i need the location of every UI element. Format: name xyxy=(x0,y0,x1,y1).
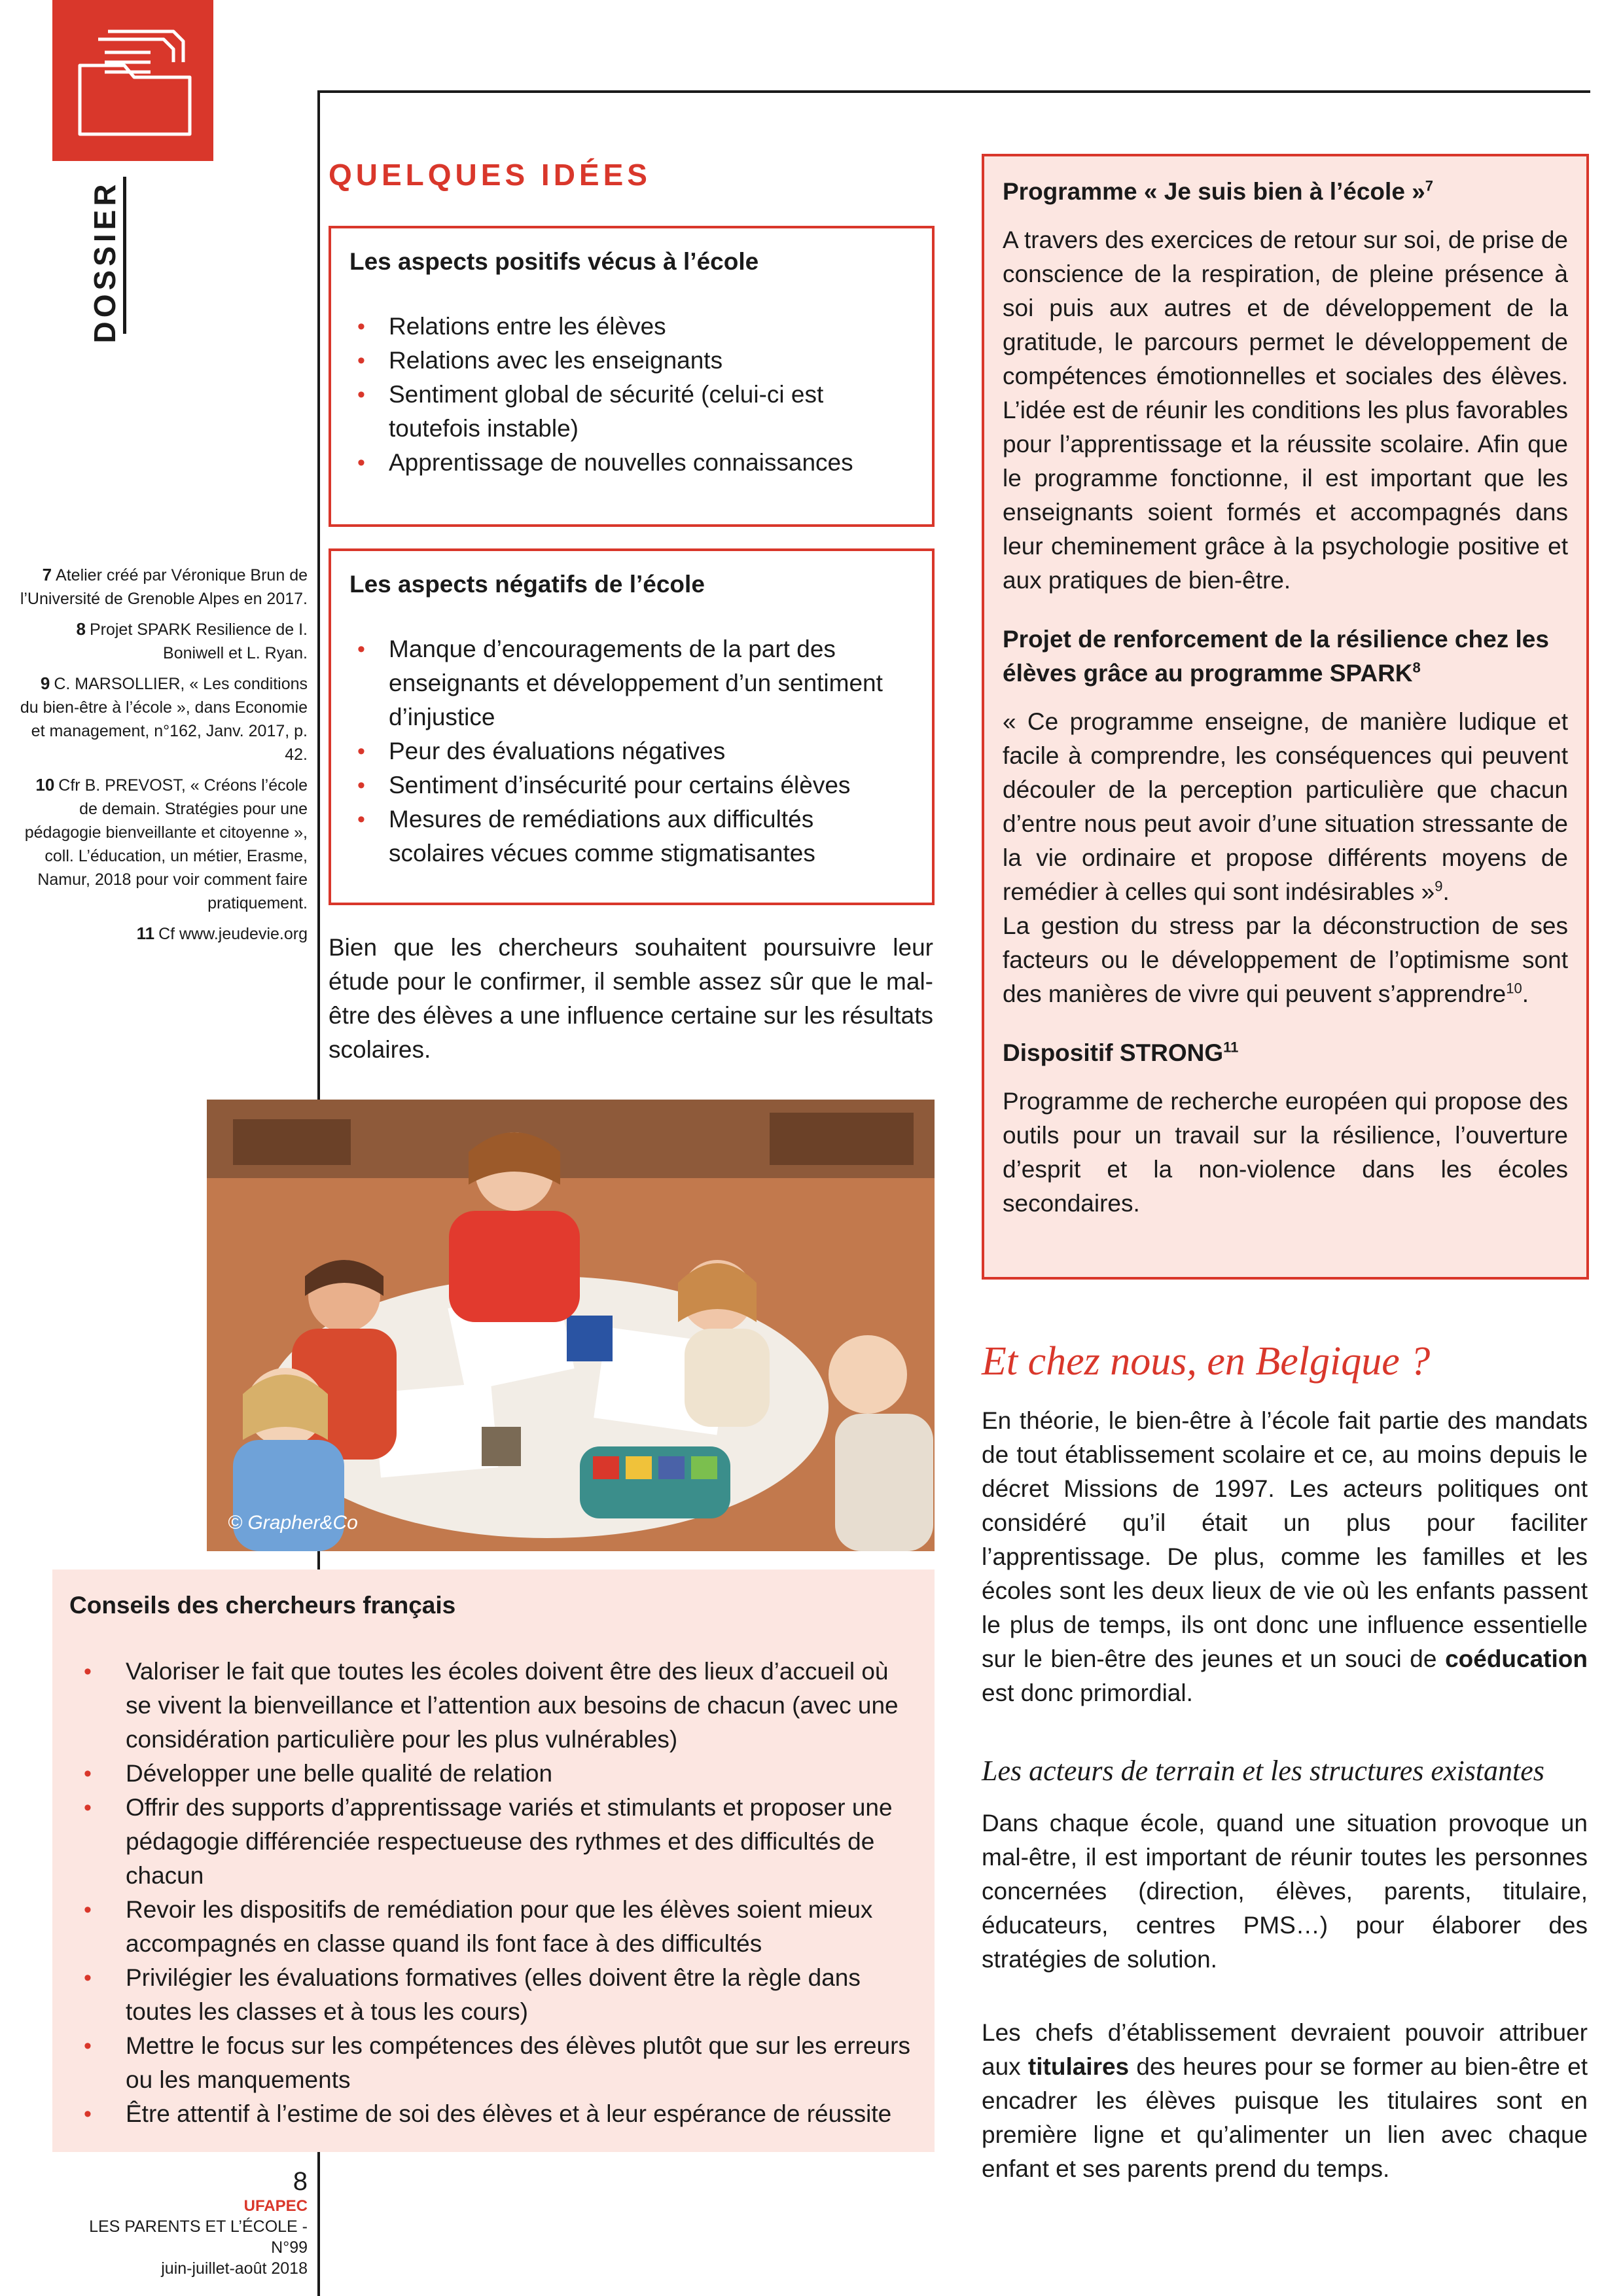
list-item: • Revoir les dispositifs de remédiation pour que les élèves soient mieux accompagnés en classe quand ils font face à des difficultés xyxy=(69,1893,918,1961)
body-paragraph: Les chefs d’établissement devraient pouvoir attribuer aux titulaires des heures pour se former au bien-être et encadrer les élèves puisque les titulaires sont en première ligne et qu’alimenter un lien avec chaque enfant et ses parents prend du temps. xyxy=(982,2019,1588,2182)
negative-aspects-box xyxy=(329,548,935,905)
bullet-list xyxy=(349,310,914,480)
footnote: 8 Projet SPARK Resilience de I. Boniwell et L. Ryan. xyxy=(76,619,308,662)
programme-text: La gestion du stress par la déconstruction de ses facteurs ou le développement de l’optimisme sont des manières de vivre qui peuvent s’apprendre$^{10}$. xyxy=(1003,912,1568,1007)
list-item: • Valoriser le fait que toutes les écoles doivent être des lieux d’accueil où se vivent la bienveillance et l’attention aux besoins de chacun (avec une considération particulière pour les plus vulnérables) xyxy=(69,1655,918,1757)
footnote: 7 Atelier créé par Véronique Brun de l’Université de Grenoble Alpes en 2017. xyxy=(20,565,308,608)
advice-box xyxy=(52,1570,935,2152)
list-item: • Privilégier les évaluations formatives (elles doivent être la règle dans toutes les classes et à tous les cours) xyxy=(69,1961,918,2029)
list-item: • Offrir des supports d’apprentissage variés et stimulants et proposer une pédagogie différenciée respectueuse des rythmes et des difficultés de chacun xyxy=(69,1791,918,1893)
box-title: Conseils des chercheurs français xyxy=(69,1592,456,1619)
list-item: • Relations entre les élèves xyxy=(349,310,914,344)
list-item: • Peur des évaluations négatives xyxy=(349,734,914,768)
programme-title: Programme « Je suis bien à l’école »$^7$ xyxy=(1003,177,1433,205)
programme-title: Dispositif STRONG$^{11}$ xyxy=(1003,1039,1239,1066)
classroom-photo xyxy=(207,1100,935,1551)
bullet-list xyxy=(349,632,914,870)
publisher-label: UFAPEC xyxy=(243,2197,308,2215)
box-title: Les aspects négatifs de l’école xyxy=(349,571,705,598)
programme-title: Projet de renforcement de la résilience chez les élèves grâce au programme SPARK$^8$ xyxy=(1003,626,1549,687)
body-paragraph: En théorie, le bien-être à l’école fait partie des mandats de tout établissement scolaire et ce, au moins depuis le décret Missions de 1997. Les acteurs politiques ont considéré qu’il était un plus pour faciliter l’apprentissage. De plus, comme les familles et les écoles sont les deux lieux de vie où les enfants passent le plus de temps, ils ont donc une influence essentielle sur le bien-être des jeunes et un souci de coéducation est donc primordial. xyxy=(982,1407,1588,1706)
subsection-heading: Les acteurs de terrain et les structures existantes xyxy=(982,1755,1544,1787)
list-item: • Manque d’encouragements de la part des enseignants et développement d’un sentiment d’injustice xyxy=(349,632,914,734)
footnote: 10 Cfr B. PREVOST, « Créons l’école de demain. Stratégies pour une pédagogie bienveillante et citoyenne », coll. L’éducation, un métier, Erasme, Namur, 2018 pour voir comment faire pratiquement. xyxy=(24,775,308,912)
list-item: • Relations avec les enseignants xyxy=(349,344,914,378)
list-item: • Apprentissage de nouvelles connaissances xyxy=(349,446,914,480)
page-number: 8 xyxy=(293,2167,308,2196)
list-item: • Mettre le focus sur les compétences des élèves plutôt que sur les erreurs ou les manquements xyxy=(69,2029,918,2097)
folder-documents-icon xyxy=(52,0,213,161)
body-paragraph: Dans chaque école, quand une situation provoque un mal-être, il est important de réunir toutes les personnes concernées (direction, élèves, parents, titulaire, éducateurs, centres PMS…) pour élaborer des stratégies de solution. xyxy=(982,1810,1588,1973)
programme-text: A travers des exercices de retour sur soi, de prise de conscience de la respiration, de pleine présence à soi puis aux autres et de développement de la gratitude, le parcours permet le développement de compétences émotionnelles et sociales des élèves. L’idée est de réunir les conditions les plus favorables pour l’apprentissage et la réussite scolaire. Afin que le programme fonctionne, il est important que les enseignants soient formés et accompagnés dans leur cheminement grâce à la psychologie positive et aux pratiques de bien-être. xyxy=(1003,226,1568,594)
photo-credit: © Grapher&Co xyxy=(228,1512,358,1534)
section-divider xyxy=(123,177,126,334)
section-heading: QUELQUES IDÉES xyxy=(329,158,651,192)
magazine-title: LES PARENTS ET L’ÉCOLE - N°99 xyxy=(89,2217,308,2257)
page-footer xyxy=(85,2166,308,2279)
programme-text: « Ce programme enseigne, de manière ludique et facile à comprendre, les conséquences qui peuvent découler de la perception particulière que chacun d’entre nous peut avoir d’une situation stressante de la vie ordinaire et propose différents moyens de remédier à celles qui sont indésirables »$^9$. xyxy=(1003,708,1568,905)
footnote: 11 Cf www.jeudevie.org xyxy=(136,924,308,943)
programme-text: Programme de recherche européen qui propose des outils pour un travail sur la résilience, l’ouverture d’esprit et la non-violence dans les écoles secondaires. xyxy=(1003,1088,1568,1217)
footnote: 9 C. MARSOLLIER, « Les conditions du bien-être à l’école », dans Economie et management, n°162, Janv. 2017, p. 42. xyxy=(20,673,308,764)
bullet-list xyxy=(69,1655,918,2131)
footnotes xyxy=(20,563,308,952)
positive-aspects-box xyxy=(329,226,935,527)
issue-date: juin-juillet-août 2018 xyxy=(161,2259,308,2278)
programmes-box xyxy=(982,154,1589,1280)
list-item: • Développer une belle qualité de relation xyxy=(69,1757,918,1791)
list-item: • Être attentif à l’estime de soi des élèves et à leur espérance de réussite xyxy=(69,2097,918,2131)
list-item: • Mesures de remédiations aux difficultés scolaires vécues comme stigmatisantes xyxy=(349,802,914,870)
list-item: • Sentiment d’insécurité pour certains élèves xyxy=(349,768,914,802)
box-title: Les aspects positifs vécus à l’école xyxy=(349,248,759,275)
section-heading: Et chez nous, en Belgique ? xyxy=(982,1339,1431,1384)
top-divider xyxy=(317,90,1590,93)
list-item: • Sentiment global de sécurité (celui-ci est toutefois instable) xyxy=(349,378,914,446)
section-label: DOSSIER xyxy=(88,180,122,344)
body-paragraph: Bien que les chercheurs souhaitent poursuivre leur étude pour le confirmer, il semble assez sûr que le mal-être des élèves a une influence certaine sur les résultats scolaires. xyxy=(329,934,933,1063)
